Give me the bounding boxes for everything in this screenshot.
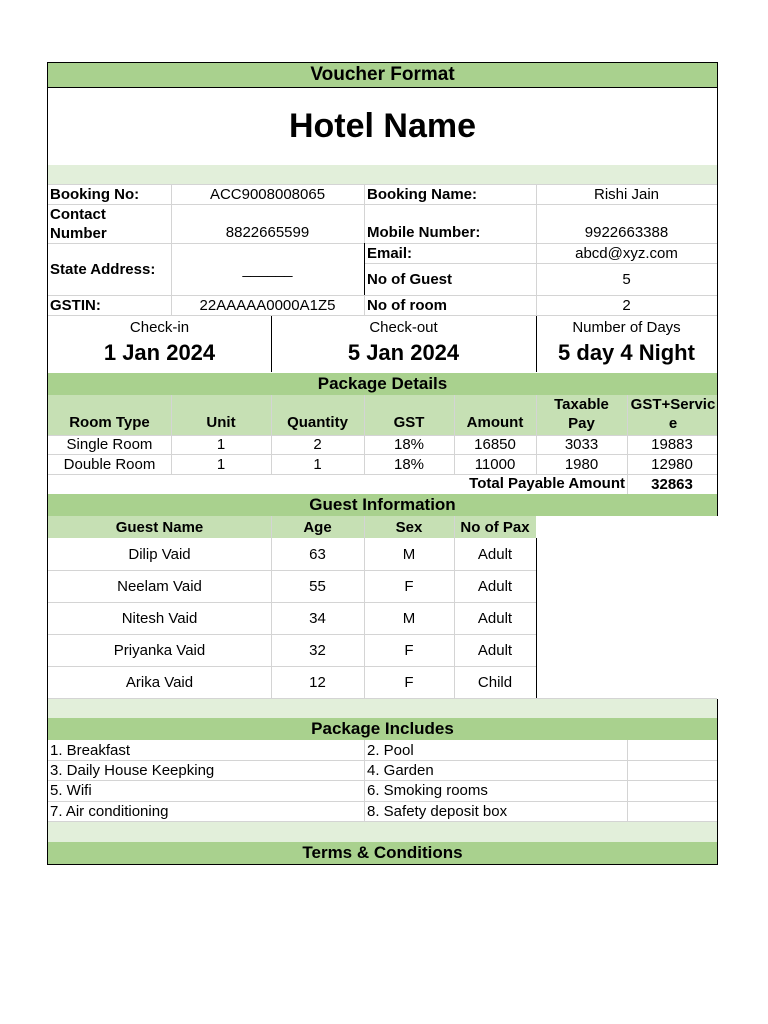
guest-header-pax: No of Pax — [460, 518, 530, 536]
days-label: Number of Days — [572, 319, 681, 336]
guests-count-label: No of Guest — [367, 271, 452, 288]
include-item-5: 5. Wifi — [50, 782, 92, 799]
total-payable-label: Total Payable Amount — [469, 475, 625, 492]
voucher-sheet — [47, 62, 718, 865]
pkg-row-1-amount: 16850 — [474, 436, 516, 453]
guest-row-5-name: Arika Vaid — [125, 673, 194, 691]
include-item-3: 3. Daily House Keepking — [50, 761, 215, 779]
guest-row-3-sex: M — [402, 609, 416, 627]
pkg-row-1-quantity: 2 — [313, 436, 322, 453]
hotel-name: Hotel Name — [288, 107, 477, 145]
booking-name-value: Rishi Jain — [593, 185, 660, 203]
include-item-2: 2. Pool — [367, 741, 414, 759]
days-value: 5 day 4 Night — [558, 340, 695, 365]
checkout-label: Check-out — [369, 319, 438, 336]
package-details-title: Package Details — [48, 373, 717, 395]
contact-value: 8822665599 — [225, 224, 310, 241]
pkg-row-2-amount: 11000 — [474, 455, 516, 473]
pkg-row-2-quantity: 1 — [313, 455, 322, 473]
spacer-band — [48, 165, 717, 184]
pkg-row-1-taxable: 3033 — [564, 436, 599, 453]
pkg-row-2-taxable: 1980 — [564, 455, 599, 473]
email-value: abcd@xyz.com — [575, 244, 678, 262]
booking-no-value: ACC9008008065 — [209, 185, 326, 203]
guest-row-2-sex: F — [404, 577, 414, 595]
guest-info-title: Guest Information — [48, 494, 717, 516]
pkg-row-2-gst: 18% — [393, 455, 425, 473]
guest-row-2-pax: Adult — [477, 577, 513, 595]
guests-count-value: 5 — [622, 271, 631, 288]
guest-row-1-name: Dilip Vaid — [128, 545, 191, 563]
contact-label: Contact Number — [50, 206, 107, 242]
booking-name-label: Booking Name: — [367, 185, 478, 203]
pkg-header-gst-service: GST+Service — [630, 396, 716, 432]
guest-row-5-age: 12 — [309, 673, 326, 691]
include-item-7: 7. Air conditioning — [50, 802, 169, 820]
terms-title: Terms & Conditions — [48, 842, 717, 864]
guest-blank-area — [537, 516, 718, 699]
pkg-row-2-unit: 1 — [216, 455, 226, 473]
email-label: Email: — [367, 244, 413, 262]
checkin-value: 1 Jan 2024 — [103, 340, 216, 365]
include-item-4: 4. Garden — [367, 761, 434, 779]
pkg-row-1-gst: 18% — [393, 436, 425, 453]
pkg-header-taxable-pay: Taxable Pay — [554, 396, 609, 432]
pkg-header-unit: Unit — [206, 414, 236, 431]
state-label: State Address: — [50, 261, 156, 278]
pkg-header-gst: GST — [393, 414, 425, 431]
mobile-label: Mobile Number: — [367, 224, 481, 241]
guest-row-2-name: Neelam Vaid — [117, 577, 202, 595]
guest-row-5-pax: Child — [477, 673, 513, 691]
pkg-header-room-type: Room Type — [69, 414, 150, 431]
guest-row-1-pax: Adult — [477, 545, 513, 563]
gstin-label: GSTIN: — [50, 296, 101, 314]
include-item-6: 6. Smoking rooms — [367, 782, 488, 799]
rooms-value: 2 — [622, 296, 631, 314]
total-payable-value: 32863 — [651, 475, 693, 493]
booking-no-label: Booking No: — [50, 185, 140, 203]
pkg-row-1-unit: 1 — [216, 436, 226, 453]
guest-row-1-age: 63 — [309, 545, 326, 563]
guest-row-3-pax: Adult — [477, 609, 513, 627]
pkg-header-amount: Amount — [466, 414, 524, 431]
state-value: ______ — [242, 261, 293, 278]
guest-row-1-sex: M — [402, 545, 416, 563]
voucher-title: Voucher Format — [48, 63, 717, 87]
rooms-label: No of room — [367, 296, 447, 314]
guest-header-sex: Sex — [395, 518, 423, 536]
guest-row-3-age: 34 — [309, 609, 326, 627]
guest-row-2-age: 55 — [309, 577, 326, 595]
package-includes-title: Package Includes — [48, 718, 717, 740]
guest-row-3-name: Nitesh Vaid — [121, 609, 198, 627]
spacer-band-3 — [48, 822, 717, 842]
spacer-band-2 — [48, 699, 717, 718]
checkin-label: Check-in — [129, 319, 190, 336]
pkg-header-quantity: Quantity — [287, 414, 348, 431]
pkg-row-2-total: 12980 — [651, 455, 693, 473]
guest-row-4-age: 32 — [309, 641, 326, 659]
checkout-value: 5 Jan 2024 — [347, 340, 460, 365]
guest-row-4-name: Priyanka Vaid — [113, 641, 206, 659]
guest-row-4-pax: Adult — [477, 641, 513, 659]
guest-header-age: Age — [303, 518, 332, 536]
guest-header-name: Guest Name — [115, 518, 204, 536]
pkg-row-2-room-type: Double Room — [63, 455, 156, 473]
include-item-1: 1. Breakfast — [50, 741, 131, 759]
pkg-row-1-room-type: Single Room — [66, 436, 153, 453]
guest-row-4-sex: F — [404, 641, 414, 659]
include-item-8: 8. Safety deposit box — [367, 802, 508, 820]
guest-row-5-sex: F — [404, 673, 414, 691]
mobile-value: 9922663388 — [584, 224, 669, 241]
pkg-row-1-total: 19883 — [651, 436, 693, 453]
gstin-value: 22AAAAA0000A1Z5 — [199, 296, 336, 314]
